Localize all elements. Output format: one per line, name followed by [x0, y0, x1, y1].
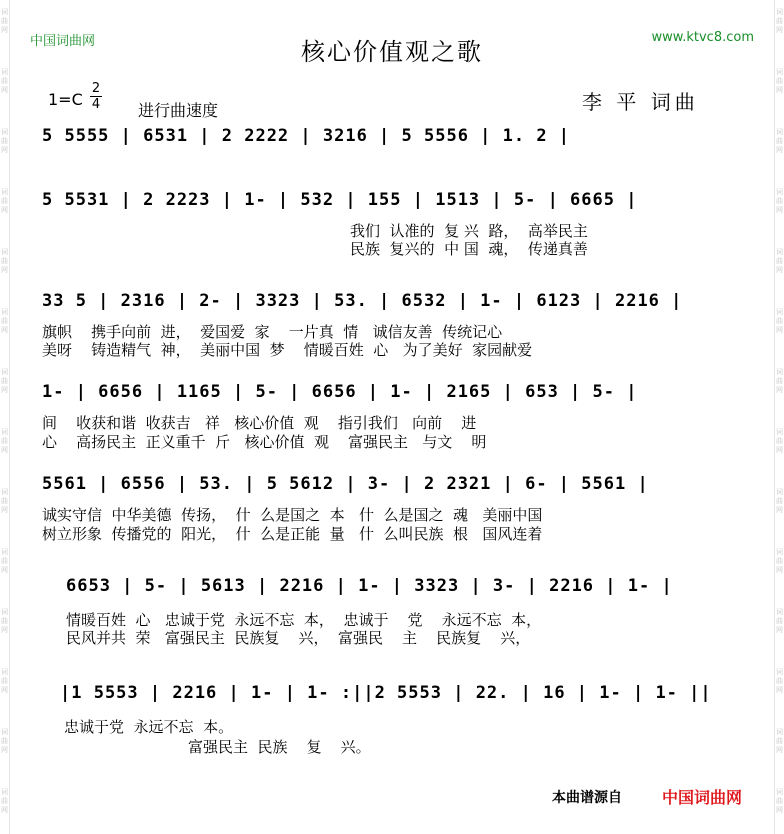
watermark-text: 词 曲 网 — [776, 248, 783, 274]
lyric-line: 美呀 铸造精气 神， 美丽中国 梦 情暖百姓 心 为了美好 家园献爱 — [42, 341, 533, 359]
key-signature: 1=C — [48, 90, 83, 109]
watermark-text: 词 曲 网 — [1, 368, 8, 394]
watermark-text: 词 曲 网 — [1, 668, 8, 694]
watermark-text: 词 曲 网 — [1, 128, 8, 154]
watermark-text: 词 曲 网 — [776, 128, 783, 154]
watermark-text: 词 曲 网 — [776, 788, 783, 814]
watermark-text: 词 曲 网 — [1, 788, 8, 814]
lyric-line: 树立形象 传播党的 阳光， 什 么是正能 量 什 么叫民族 根 国风连着 — [42, 525, 543, 543]
song-title: 核心价值观之歌 — [301, 38, 483, 66]
watermark-text: 词 曲 网 — [776, 428, 783, 454]
time-signature — [90, 82, 102, 111]
watermark-text: 词 曲 网 — [1, 248, 8, 274]
watermark-text: 词 曲 网 — [1, 68, 8, 94]
watermark-text: 词 曲 网 — [776, 368, 783, 394]
watermark-text: 词 曲 网 — [776, 188, 783, 214]
watermark-text: 词 曲 网 — [776, 668, 783, 694]
notation-row: 5 5531 | 2 2223 | 1- | 532 | 155 | 1513 | 5- | 6665 | — [42, 190, 638, 210]
source-site-link[interactable]: 中国词曲网 — [662, 788, 743, 807]
lyric-line: 间 收获和谐 收获吉 祥 核心价值 观 指引我们 向前 进 — [42, 414, 477, 432]
lyric-line: 心 高扬民主 正义重千 斤 核心价值 观 富强民主 与文 明 — [42, 433, 487, 451]
watermark-text: 词 曲 网 — [1, 308, 8, 334]
time-bottom: 4 — [91, 97, 101, 112]
watermark-text: 词 曲 网 — [776, 488, 783, 514]
watermark-text: 词 曲 网 — [1, 548, 8, 574]
watermark-text: 词 曲 网 — [1, 488, 8, 514]
lyric-line: 民风并共 荣 富强民主 民族复 兴， 富强民 主 民族复 兴， — [66, 629, 531, 647]
watermark-text: 词 曲 网 — [776, 68, 783, 94]
notation-row: 5 5555 | 6531 | 2 2222 | 3216 | 5 5556 | 1. 2 | — [42, 126, 571, 146]
notation-row: 1- | 6656 | 1165 | 5- | 6656 | 1- | 2165 | 653 | 5- | — [42, 382, 638, 402]
lyric-line: 我们 认准的 复 兴 路， 高举民主 — [350, 222, 588, 240]
site-url-right[interactable]: www.ktvc8.com — [651, 30, 754, 45]
lyric-line: 民族 复兴的 中 国 魂， 传递真善 — [350, 240, 588, 258]
watermark-text: 词 曲 网 — [776, 308, 783, 334]
notation-row: |1 5553 | 2216 | 1- | 1- :||2 5553 | 22. | 16 | 1- | 1- || — [60, 683, 712, 703]
authors: 李 平 词曲 — [582, 90, 699, 114]
watermark-text: 词 曲 网 — [776, 608, 783, 634]
right-edge-strip — [774, 0, 784, 834]
watermark-text: 词 曲 网 — [776, 8, 783, 34]
source-label: 本曲谱源自 — [552, 790, 622, 806]
notation-row: 5561 | 6556 | 53. | 5 5612 | 3- | 2 2321 | 6- | 5561 | — [42, 474, 649, 494]
watermark-text: 词 曲 网 — [1, 188, 8, 214]
lyric-line: 富强民主 民族 复 兴。 — [64, 738, 371, 756]
watermark-text: 词 曲 网 — [776, 728, 783, 754]
lyric-line: 诚实守信 中华美德 传扬， 什 么是国之 本 什 么是国之 魂 美丽中国 — [42, 506, 543, 524]
left-edge-strip — [0, 0, 10, 834]
notation-row: 33 5 | 2316 | 2- | 3323 | 53. | 6532 | 1- | 6123 | 2216 | — [42, 291, 683, 311]
time-top: 2 — [91, 81, 101, 96]
notation-row: 6653 | 5- | 5613 | 2216 | 1- | 3323 | 3- | 2216 | 1- | — [66, 576, 673, 596]
tempo-marking: 进行曲速度 — [138, 101, 219, 120]
watermark-text: 词 曲 网 — [1, 608, 8, 634]
watermark-text: 词 曲 网 — [1, 428, 8, 454]
lyric-line: 情暖百姓 心 忠诚于党 永远不忘 本， 忠诚于 党 永远不忘 本， — [66, 611, 542, 629]
lyric-line: 忠诚于党 永远不忘 本。 — [64, 718, 234, 736]
site-name-left[interactable]: 中国词曲网 — [30, 34, 96, 49]
watermark-text: 词 曲 网 — [1, 728, 8, 754]
watermark-text: 词 曲 网 — [776, 548, 783, 574]
lyric-line: 旗帜 携手向前 进， 爱国爱 家 一片真 情 诚信友善 传统记心 — [42, 323, 503, 341]
watermark-text: 词 曲 网 — [1, 8, 8, 34]
